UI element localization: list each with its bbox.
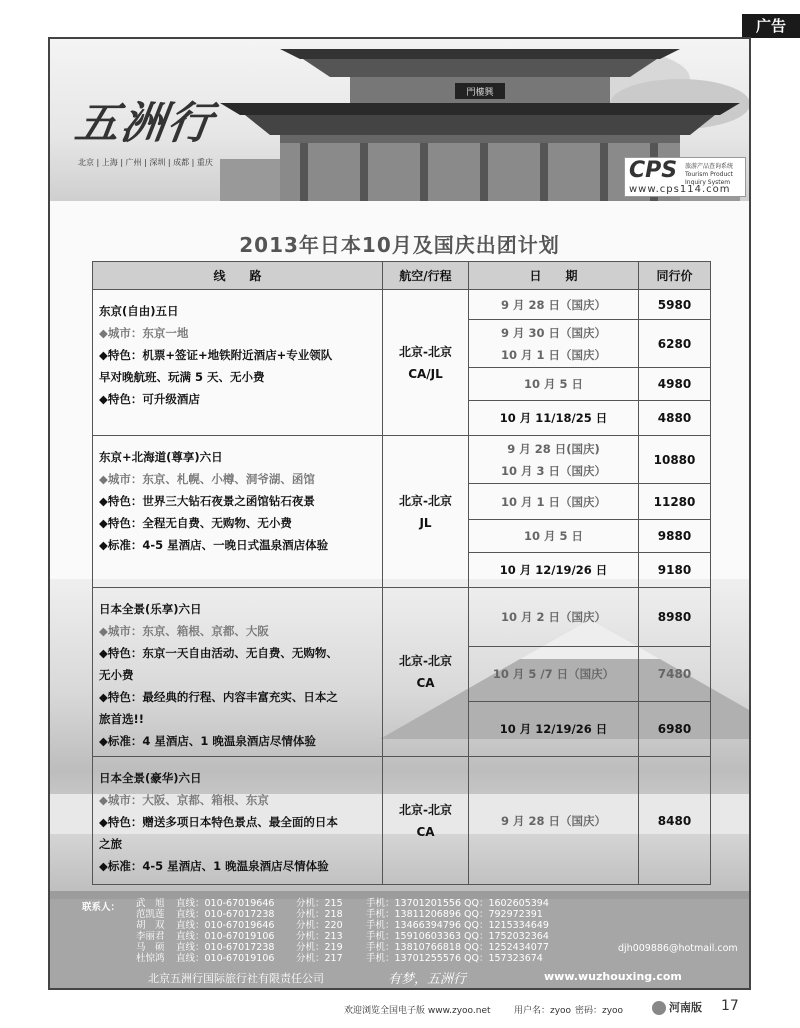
contact-extension: 分机：220 xyxy=(296,920,343,931)
price: 8480 xyxy=(639,757,711,885)
ad-label: 广告 xyxy=(742,14,800,38)
contact-qq: QQ：792972391 xyxy=(464,909,543,920)
contact-phone: 直线：010-67017238 xyxy=(176,942,275,953)
contact-mobile: 手机：13701201556 xyxy=(366,898,461,909)
contact-extension: 分机：218 xyxy=(296,909,343,920)
contact-phone: 直线：010-67017238 xyxy=(176,909,275,920)
departure-date: 10 月 5 日 xyxy=(469,368,639,401)
footer-password: 密码：zyoo xyxy=(575,1006,624,1016)
page-footer xyxy=(0,998,800,1022)
gate-plaque: 門樓興 xyxy=(466,88,494,98)
price: 4880 xyxy=(639,401,711,436)
contact-row xyxy=(136,909,574,920)
route-line: 东京+北海道(尊享)六日 xyxy=(99,450,223,464)
contact-phone: 直线：010-67019106 xyxy=(176,931,275,942)
price: 10880 xyxy=(639,436,711,484)
airline-itinerary xyxy=(383,290,469,436)
airline-text: 北京-北京 xyxy=(399,654,452,668)
route-line: ◆特色：全程无自费、无购物、无小费 xyxy=(99,516,292,530)
price: 7480 xyxy=(639,647,711,702)
departure-date: 9 月 28 日(国庆) 10 月 3 日（国庆） xyxy=(469,436,639,484)
route-description xyxy=(93,757,383,885)
route-line: ◆特色：东京一天自由活动、无自费、无购物、 xyxy=(99,646,338,660)
contact-qq: QQ：1602605394 xyxy=(464,898,549,909)
departure-date: 10 月 12/19/26 日 xyxy=(469,702,639,757)
route-line: 之旅 xyxy=(99,837,122,851)
route-line: 早对晚航班、玩满 5 天、无小费 xyxy=(99,370,265,384)
contact-extension: 分机：219 xyxy=(296,942,343,953)
cps-badge xyxy=(624,157,746,197)
advertisement-frame xyxy=(48,37,751,990)
price: 6980 xyxy=(639,702,711,757)
edition-icon xyxy=(652,1001,666,1015)
airline-itinerary xyxy=(383,588,469,757)
airline-text: JL xyxy=(419,515,432,530)
contact-extension: 分机：217 xyxy=(296,953,343,964)
departure-date: 10 月 5 日 xyxy=(469,520,639,553)
header-price: 同行价 xyxy=(639,262,711,290)
route-cities: ◆城市：东京、箱根、京都、大阪 xyxy=(99,624,269,638)
route-line: ◆标准：4-5 星酒店、一晚日式温泉酒店体验 xyxy=(99,538,329,552)
contact-phone: 直线：010-67019646 xyxy=(176,920,275,931)
contact-extension: 分机：215 xyxy=(296,898,343,909)
table-row xyxy=(93,290,711,320)
departure-date: 9 月 28 日（国庆） xyxy=(469,757,639,885)
cps-logo: CPS xyxy=(629,158,678,183)
route-line: ◆特色：机票+签证+地铁附近酒店+专业领队 xyxy=(99,348,333,362)
contact-name: 马 硕 xyxy=(136,942,165,953)
header-route: 线 路 xyxy=(93,262,383,290)
airline-text: CA xyxy=(416,824,435,839)
edition-badge xyxy=(652,999,702,1015)
route-cities: ◆城市：大阪、京都、箱根、东京 xyxy=(99,793,269,807)
table-row xyxy=(93,757,711,885)
route-line: ◆特色：最经典的行程、内容丰富充实、日本之 xyxy=(99,690,338,704)
cps-subtitle: 旅游产品查询系统 Tourism Product Inquiry System xyxy=(685,163,734,186)
departure-date: 10 月 2 日（国庆） xyxy=(469,588,639,647)
contact-email[interactable]: djh009886@hotmail.com xyxy=(618,943,738,954)
airline-text: 北京-北京 xyxy=(399,493,452,508)
contact-panel xyxy=(50,891,749,990)
company-website[interactable]: www.wuzhouxing.com xyxy=(544,970,682,983)
route-line: 日本全景(乐享)六日 xyxy=(99,602,202,616)
contact-name: 杜惊鸿 xyxy=(136,953,165,964)
route-line: 旅首选!! xyxy=(99,712,144,726)
contact-name: 范凯莲 xyxy=(136,909,165,920)
page-number: 17 xyxy=(721,998,739,1014)
route-line: 东京(自由)五日 xyxy=(99,304,179,318)
contact-mobile: 手机：13466394796 xyxy=(366,920,461,931)
route-cities: ◆城市：东京、札幌、小樽、洞爷湖、函馆 xyxy=(99,472,315,486)
slogan: 有梦，五洲行 xyxy=(388,972,467,987)
contact-mobile: 手机：13810766818 xyxy=(366,942,461,953)
contact-row xyxy=(136,953,574,964)
route-line: 日本全景(豪华)六日 xyxy=(99,771,202,785)
contact-mobile: 手机：15910603363 xyxy=(366,931,461,942)
table-header-row xyxy=(93,262,711,290)
route-line: ◆标准：4-5 星酒店、1 晚温泉酒店尽情体验 xyxy=(99,859,329,873)
price: 9880 xyxy=(639,520,711,553)
edition-label: 河南版 xyxy=(669,1001,702,1014)
airline-text: 北京-北京 xyxy=(399,802,452,817)
contact-mobile: 手机：13701255576 xyxy=(366,953,461,964)
footer-text: 欢迎浏览全国电子版 www.zyoo.net xyxy=(344,1006,491,1016)
price: 8980 xyxy=(639,588,711,647)
plan-title: 2013年日本10月及国庆出团计划 xyxy=(239,233,560,257)
contact-label: 联系人： xyxy=(82,902,121,913)
contact-extension: 分机：213 xyxy=(296,931,343,942)
company-logo: 五洲行 xyxy=(71,98,217,149)
route-description xyxy=(93,436,383,588)
airline-itinerary xyxy=(383,436,469,588)
cps-url[interactable]: www.cps114.com xyxy=(629,184,731,195)
route-line: ◆特色：可升级酒店 xyxy=(99,392,200,406)
contact-row xyxy=(136,931,574,942)
footer-username: 用户名：zyoo xyxy=(514,1006,572,1016)
route-line: ◆标准：4 星酒店、1 晚温泉酒店尽情体验 xyxy=(99,734,316,748)
contact-phone: 直线：010-67019106 xyxy=(176,953,275,964)
contact-name: 李丽君 xyxy=(136,931,165,942)
contact-mobile: 手机：13811206896 xyxy=(366,909,461,920)
company-name: 北京五洲行国际旅行社有限责任公司 xyxy=(148,972,324,985)
departure-date: 9 月 28 日（国庆） xyxy=(469,290,639,320)
contact-row xyxy=(136,920,574,931)
route-description xyxy=(93,588,383,757)
contact-qq: QQ：1252434077 xyxy=(464,942,549,953)
airline-text: CA/JL xyxy=(408,366,443,381)
route-description xyxy=(93,290,383,436)
route-line: ◆特色：赠送多项日本特色景点、最全面的日本 xyxy=(99,815,338,829)
departure-date: 10 月 12/19/26 日 xyxy=(469,553,639,588)
banner xyxy=(50,39,749,201)
tour-plan-table xyxy=(92,261,711,885)
route-line: ◆特色：世界三大钻石夜景之函馆钻石夜景 xyxy=(99,494,315,508)
contact-qq: QQ：1752032364 xyxy=(464,931,549,942)
table-row xyxy=(93,588,711,647)
header-date: 日 期 xyxy=(469,262,639,290)
departure-date: 10 月 11/18/25 日 xyxy=(469,401,639,436)
table-row xyxy=(93,436,711,484)
airline-text: CA xyxy=(416,676,435,690)
departure-date: 9 月 30 日（国庆） 10 月 1 日（国庆） xyxy=(469,320,639,368)
airline-itinerary xyxy=(383,757,469,885)
route-line: 无小费 xyxy=(99,668,134,682)
price: 4980 xyxy=(639,368,711,401)
price: 6280 xyxy=(639,320,711,368)
price: 9180 xyxy=(639,553,711,588)
price: 5980 xyxy=(639,290,711,320)
contact-name: 武 旭 xyxy=(136,898,165,909)
contact-name: 胡 双 xyxy=(136,920,165,931)
route-cities: ◆城市：东京一地 xyxy=(99,326,189,340)
contact-phone: 直线：010-67019646 xyxy=(176,898,275,909)
airline-text: 北京-北京 xyxy=(399,344,452,359)
contact-row xyxy=(136,898,574,909)
price: 11280 xyxy=(639,484,711,520)
contact-qq: QQ：157323674 xyxy=(464,953,543,964)
contact-row xyxy=(136,942,574,953)
departure-date: 10 月 5 /7 日（国庆） xyxy=(469,647,639,702)
departure-date: 10 月 1 日（国庆） xyxy=(469,484,639,520)
header-airline: 航空/行程 xyxy=(383,262,469,290)
logo-cities: 北京 | 上海 | 广州 | 深圳 | 成都 | 重庆 xyxy=(78,158,213,167)
contact-qq: QQ：1215334649 xyxy=(464,920,549,931)
